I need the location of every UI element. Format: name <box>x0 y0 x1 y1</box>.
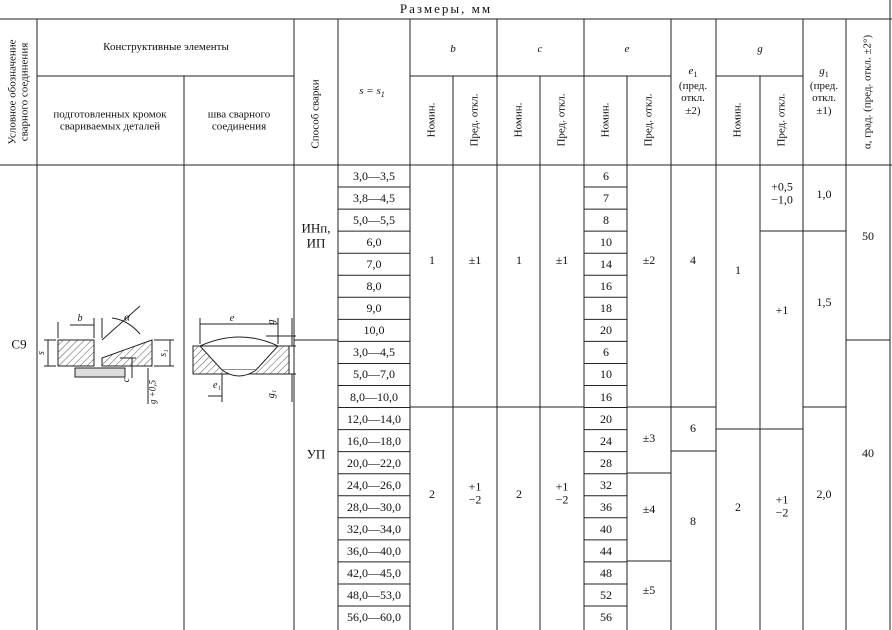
dim-g1-label: g₁ <box>266 389 277 399</box>
header-b-nomin: Номин. <box>425 102 438 138</box>
e-cell: 18 <box>600 301 612 316</box>
s-cell: 7,0 <box>366 257 382 272</box>
s-cell: 56,0—60,0 <box>347 610 401 625</box>
e-cell: 20 <box>600 323 612 338</box>
g2-e-tol-a: ±3 <box>642 431 656 445</box>
dim-c-label: c <box>121 377 132 383</box>
dim-e-label: e <box>229 313 235 324</box>
s-cell: 24,0—26,0 <box>347 477 401 492</box>
dim-b-label: b <box>77 313 83 324</box>
s-cell: 16,0—18,0 <box>347 433 401 448</box>
header-b: b <box>450 43 456 55</box>
s-cell: 5,0—5,5 <box>353 213 395 228</box>
header-g-nomin: Номин. <box>731 102 744 138</box>
g1-c-tol: ±1 <box>555 253 569 267</box>
e-cell: 52 <box>600 587 612 602</box>
e-cell: 8 <box>603 213 609 228</box>
e-cell: 16 <box>600 389 612 404</box>
header-c-nomin: Номин. <box>512 102 525 138</box>
e-cell: 10 <box>600 235 612 250</box>
s-cell: 5,0—7,0 <box>353 367 395 382</box>
header-prepared-edges: подготовленных кромок свариваемых деталей <box>53 108 167 133</box>
header-weld-seam: шва сварного соединения <box>207 108 271 133</box>
g1-e-tol: ±2 <box>642 253 656 267</box>
s-cell: 20,0—22,0 <box>347 455 401 470</box>
g2-b-tol: +1 −2 <box>468 479 482 507</box>
g1-g1-b: 1,5 <box>816 295 832 309</box>
method-group-2: УП <box>306 446 326 462</box>
e-cell: 16 <box>600 279 612 294</box>
header-g1-tolerance: (пред. откл. ±1) <box>809 80 839 117</box>
header-alpha: α, град. (пред. откл. ±2°) <box>861 34 874 150</box>
dim-gap-label: g +0,5 <box>147 379 158 405</box>
dim-e1-label: e₁ <box>213 380 221 391</box>
header-e1-tolerance: (пред. откл. ±2) <box>678 80 708 117</box>
e-cell: 32 <box>600 477 612 492</box>
g2-e1-b: 8 <box>690 514 696 528</box>
dim-s-label: s <box>36 351 47 355</box>
header-g1: $g_1$ <box>819 65 829 80</box>
g2-g-tol: +1 −2 <box>775 492 789 520</box>
header-e-pred: Пред. откл. <box>642 93 655 147</box>
header-c: c <box>537 43 543 55</box>
method-group-1: ИНп, ИП <box>301 220 331 250</box>
header-designation: Условное обозначение сварного соединения <box>6 39 31 145</box>
s-cell: 3,8—4,5 <box>353 191 395 206</box>
g1-g-tol-b: +1 <box>775 303 789 317</box>
header-e1: $e_1$ <box>688 65 698 80</box>
s-cell: 48,0—53,0 <box>347 587 401 602</box>
g2-g-nom: 2 <box>735 500 741 514</box>
e-cell: 7 <box>603 191 609 206</box>
g1-b-tol: ±1 <box>468 253 482 267</box>
header-e-nomin: Номин. <box>599 102 612 138</box>
g2-e-tol-c: ±5 <box>642 583 656 597</box>
s-cell: 8,0—10,0 <box>350 389 398 404</box>
e-cell: 28 <box>600 455 612 470</box>
joint-designation: С9 <box>11 336 27 352</box>
e-cell: 44 <box>600 543 612 558</box>
dim-g-label: g <box>266 319 277 325</box>
e-cell: 48 <box>600 565 612 580</box>
header-e: e <box>624 43 630 55</box>
g1-b-nom: 1 <box>429 253 435 267</box>
e-cell: 56 <box>600 610 612 625</box>
s-cell: 28,0—30,0 <box>347 499 401 514</box>
dim-alpha-label: α <box>124 311 130 324</box>
e-cell: 20 <box>600 411 612 426</box>
s-cell: 9,0 <box>366 301 382 316</box>
e-cell: 36 <box>600 499 612 514</box>
e-cell: 40 <box>600 521 612 536</box>
table-caption: Размеры, мм <box>399 1 493 16</box>
s-cell: 6,0 <box>366 235 382 250</box>
g1-alpha: 50 <box>862 229 874 243</box>
e-cell: 24 <box>600 433 612 448</box>
e-cell: 6 <box>603 169 609 184</box>
dim-s1-label: s₁ <box>158 349 169 357</box>
s-cell: 3,0—4,5 <box>353 345 395 360</box>
g2-g1: 2,0 <box>816 487 832 501</box>
s-cell: 42,0—45,0 <box>347 565 401 580</box>
header-constructive-elements: Конструктивные элементы <box>103 41 229 53</box>
g1-g-tol-a: +0,5 −1,0 <box>771 179 793 207</box>
g2-c-tol: +1 −2 <box>555 479 569 507</box>
e-cell: 10 <box>600 367 612 382</box>
g1-e1: 4 <box>690 253 696 267</box>
e-cell: 6 <box>603 345 609 360</box>
s-cell: 3,0—3,5 <box>353 169 395 184</box>
header-welding-method: Способ сварки <box>309 79 322 149</box>
header-s: $s = s_1$ <box>359 85 385 100</box>
weld-seam-drawing <box>193 318 296 402</box>
header-b-pred: Пред. откл. <box>468 93 481 147</box>
g2-e1-a: 6 <box>690 421 696 435</box>
header-g-pred: Пред. откл. <box>775 93 788 147</box>
g1-g-nom: 1 <box>735 263 741 277</box>
g1-g1-a: 1,0 <box>816 187 832 201</box>
s-cell: 32,0—34,0 <box>347 521 401 536</box>
g2-e-tol-b: ±4 <box>642 502 656 516</box>
g2-alpha: 40 <box>862 446 874 460</box>
s-cell: 10,0 <box>363 323 385 338</box>
header-g: g <box>757 43 763 55</box>
e-cell: 14 <box>600 257 612 272</box>
header-c-pred: Пред. откл. <box>555 93 568 147</box>
s-cell: 8,0 <box>366 279 382 294</box>
g2-b-nom: 2 <box>429 487 435 501</box>
s-cell: 36,0—40,0 <box>347 543 401 558</box>
s-cell: 12,0—14,0 <box>347 411 401 426</box>
g1-c-nom: 1 <box>516 253 522 267</box>
g2-c-nom: 2 <box>516 487 522 501</box>
